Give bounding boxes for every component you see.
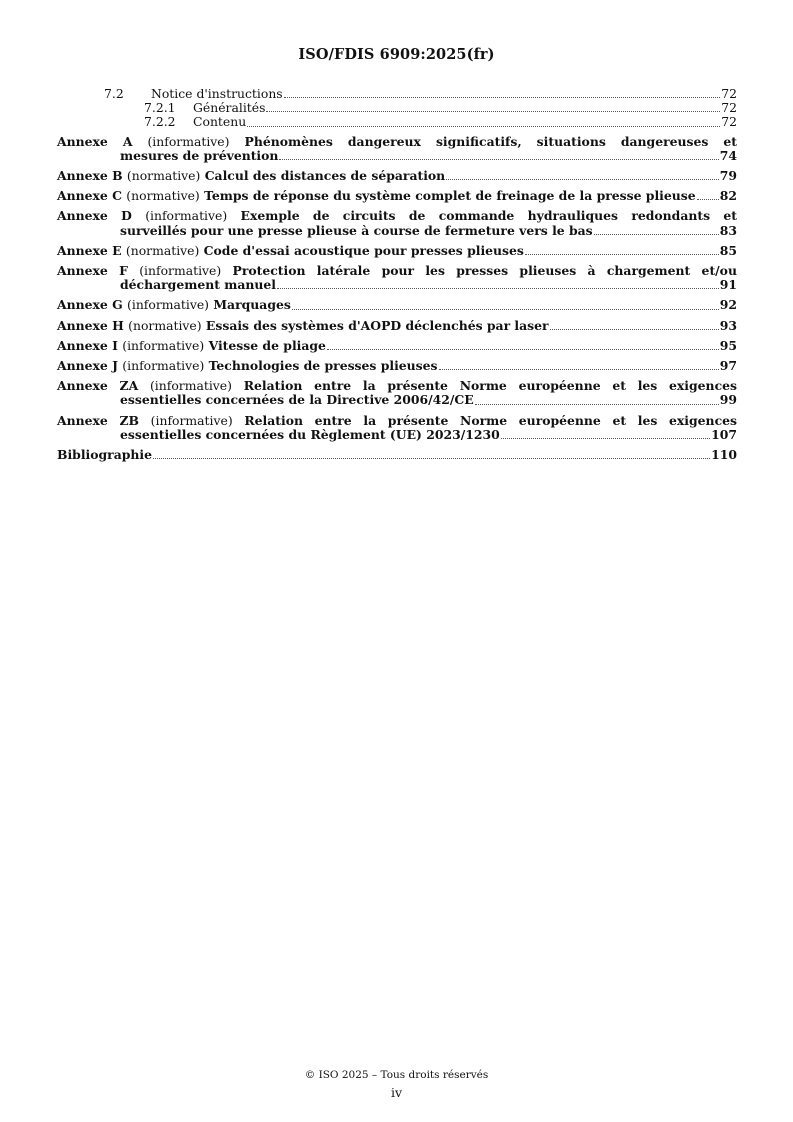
annex-title-line1: Protection latérale pour les presses plieuses à chargement et/ou: [232, 263, 737, 279]
toc-entry-title: Notice d'instructions: [151, 86, 283, 101]
toc-entry-title: Généralités: [193, 100, 266, 116]
dot-leader: [501, 438, 710, 439]
annex-page: 83: [719, 222, 737, 238]
annex-page: 85: [719, 242, 737, 258]
toc-annex-d[interactable]: [57, 209, 737, 237]
annex-label: Annexe F: [57, 263, 128, 279]
toc-entry-7-2-1[interactable]: [57, 101, 737, 115]
annex-kind: (informative): [122, 358, 205, 374]
toc-entry-page: 72: [721, 114, 737, 130]
dot-leader: [266, 111, 720, 112]
annex-title-line1: Exemple de circuits de commande hydrauliques redondants et: [240, 208, 737, 224]
annex-label: Annexe G: [57, 297, 123, 313]
dot-leader: [594, 234, 719, 235]
annex-kind: (normative): [125, 242, 200, 258]
annex-title-line2: déchargement manuel: [120, 277, 276, 293]
annex-kind: (informative): [122, 337, 205, 353]
bibliography-title: Bibliographie: [57, 447, 153, 463]
annex-label: Annexe I: [57, 337, 118, 353]
annex-title-line2: essentielles concernées de la Directive 2006/42/CE: [120, 392, 474, 408]
toc-annex-i[interactable]: [57, 339, 737, 353]
toc-annex-c[interactable]: [57, 189, 737, 203]
annex-page: 74: [719, 147, 737, 163]
toc-annex-b[interactable]: [57, 169, 737, 183]
dot-leader: [292, 309, 719, 310]
annex-label: Annexe ZB: [57, 412, 139, 428]
annex-title-line1: Relation entre la présente Norme européenne et les exigences: [243, 378, 737, 394]
toc-annex-e[interactable]: [57, 244, 737, 258]
annex-kind: (normative): [128, 317, 202, 333]
toc-annex-j[interactable]: [57, 359, 737, 373]
annex-label: Annexe A: [57, 133, 133, 149]
toc-annex-g[interactable]: [57, 298, 737, 312]
annex-page: 97: [719, 358, 737, 374]
annex-title-line2: surveillés pour une presse plieuse à course de fermeture vers le bas: [120, 222, 593, 238]
annex-label: Annexe J: [57, 358, 118, 374]
page-footer: [0, 1067, 793, 1101]
annex-title: Vitesse de pliage: [208, 337, 326, 353]
toc-annex-h[interactable]: [57, 319, 737, 333]
page-number: iv: [390, 1085, 403, 1100]
toc-annex-za[interactable]: [57, 379, 737, 407]
annex-title: Temps de réponse du système complet de freinage de la presse plieuse: [204, 188, 696, 204]
annex-label: Annexe H: [57, 317, 124, 333]
annex-page: 91: [719, 277, 737, 293]
annex-title: Marquages: [213, 297, 291, 313]
dot-leader: [439, 369, 719, 370]
annex-title-line2: mesures de prévention: [120, 147, 279, 163]
dot-leader: [697, 199, 719, 200]
annex-label: Annexe B: [57, 168, 123, 184]
dot-leader: [153, 458, 710, 459]
annex-page: 93: [719, 317, 737, 333]
dot-leader: [277, 288, 719, 289]
annex-title-line1: Relation entre la présente Norme européenne et les exigences: [244, 412, 737, 428]
toc-bibliography[interactable]: [57, 448, 737, 462]
toc-entry-page: 72: [721, 86, 737, 101]
annex-title: Essais des systèmes d'AOPD déclenchés par laser: [205, 317, 549, 333]
dot-leader: [247, 126, 720, 127]
annex-kind: (normative): [126, 168, 201, 184]
annex-kind: (informative): [150, 412, 233, 428]
annex-kind: (informative): [127, 297, 210, 313]
toc-entry-7-2-2[interactable]: [57, 115, 737, 129]
annex-label: Annexe D: [57, 208, 132, 224]
annex-page: 82: [719, 188, 737, 204]
annex-label: Annexe ZA: [57, 378, 139, 394]
annex-title: Technologies de presses plieuses: [208, 358, 438, 374]
toc-entry-7-2[interactable]: [57, 87, 737, 101]
dot-leader: [284, 97, 721, 98]
dot-leader: [446, 179, 719, 180]
annex-page: 79: [719, 168, 737, 184]
toc-annex-f[interactable]: [57, 264, 737, 292]
annex-page: 99: [719, 392, 737, 408]
dot-leader: [475, 404, 719, 405]
annex-kind: (informative): [147, 133, 230, 149]
annex-label: Annexe C: [57, 188, 122, 204]
annex-page: 95: [719, 337, 737, 353]
annex-page: 92: [719, 297, 737, 313]
toc-entry-number: 7.2.2: [144, 114, 176, 130]
annex-title-line2: essentielles concernées du Règlement (UE) 2023/1230: [120, 426, 500, 442]
toc-entry-number: 7.2: [104, 86, 124, 101]
document-header: ISO/FDIS 6909:2025(fr): [298, 46, 495, 63]
toc-annex-a[interactable]: [57, 135, 737, 163]
annex-title: Code d'essai acoustique pour presses plieuses: [203, 242, 524, 258]
toc-entry-page: 72: [721, 100, 737, 116]
table-of-contents: [57, 87, 737, 462]
annex-title: Calcul des distances de séparation: [204, 168, 446, 184]
annex-kind: (informative): [145, 208, 228, 224]
annex-title-line1: Phénomènes dangereux significatifs, situations dangereuses et: [244, 133, 737, 149]
bibliography-page: 110: [711, 447, 737, 463]
annex-kind: (informative): [149, 378, 232, 394]
copyright-notice: © ISO 2025 – Tous droits réservés: [304, 1069, 489, 1081]
dot-leader: [525, 254, 719, 255]
dot-leader: [550, 329, 719, 330]
toc-entry-title: Contenu: [193, 114, 247, 130]
toc-entry-number: 7.2.1: [144, 100, 176, 116]
annex-kind: (informative): [139, 263, 222, 279]
dot-leader: [279, 159, 718, 160]
dot-leader: [327, 349, 719, 350]
annex-page: 107: [711, 426, 737, 442]
toc-annex-zb[interactable]: [57, 414, 737, 442]
annex-kind: (normative): [126, 188, 200, 204]
annex-label: Annexe E: [57, 242, 122, 258]
